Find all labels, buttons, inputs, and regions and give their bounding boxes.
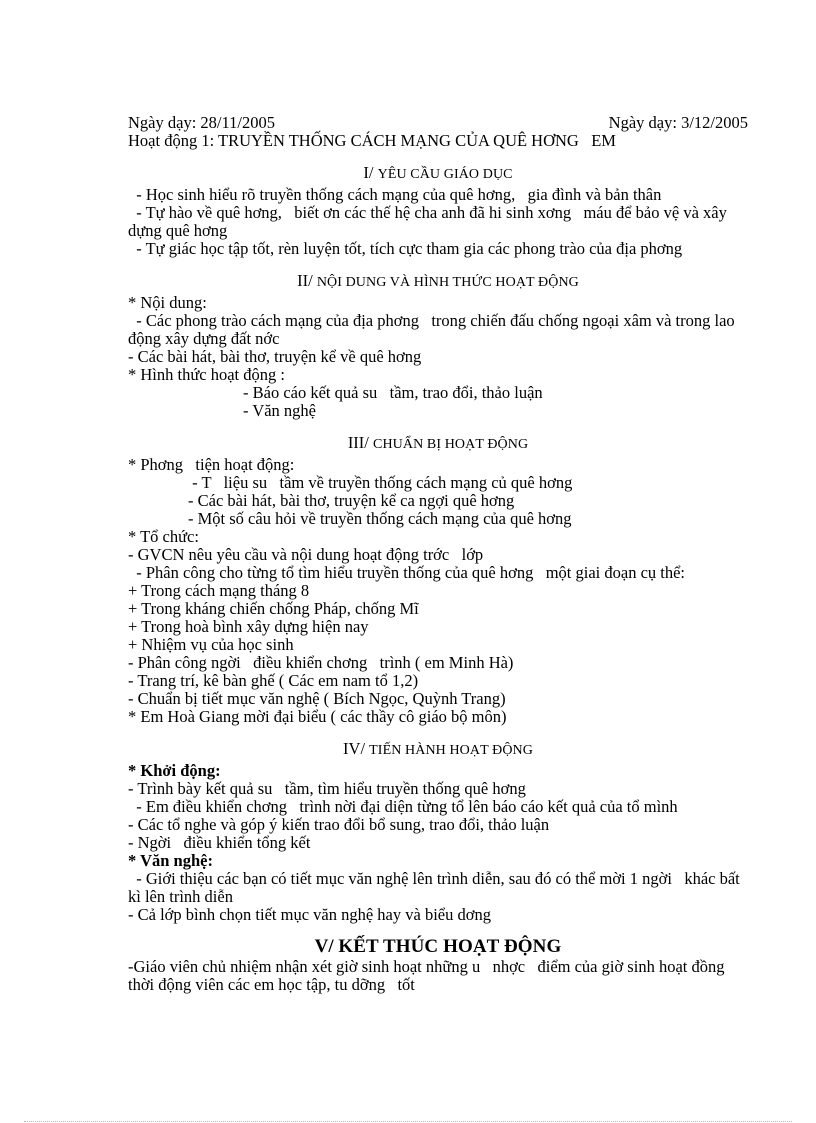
body-line: + Trong hoà bình xây dựng hiện nay bbox=[128, 617, 369, 636]
body-line: * Hình thức hoạt động : bbox=[128, 365, 285, 384]
body-line: + Nhiệm vụ của học sinh bbox=[128, 635, 294, 654]
body-line: - Chuẩn bị tiết mục văn nghệ ( Bích Ngọc, Quỳnh Trang) bbox=[128, 689, 506, 708]
body-line: - Phân công cho từng tổ tìm hiểu truyền thống của quê hơng một giai đoạn cụ thể: bbox=[128, 563, 686, 582]
body-line: - Một số câu hỏi về truyền thống cách mạng của quê hơng bbox=[188, 509, 572, 528]
section-heading bbox=[128, 434, 748, 454]
body-line: - Trang trí, kê bàn ghế ( Các em nam tổ 1,2) bbox=[128, 671, 419, 690]
body-line: - Tự hào về quê hơng, biết ơn các thế hệ cha anh đã hi sinh xơng máu để bảo vệ và xây dựng quê hơng bbox=[128, 203, 731, 240]
body-line: - Các tổ nghe và góp ý kiến trao đổi bổ sung, trao đổi, thảo luận bbox=[128, 815, 550, 834]
body-line: - Học sinh hiểu rõ truyền thống cách mạng của quê hơng, gia đình và bản thân bbox=[128, 185, 662, 204]
section-number: III/ bbox=[347, 433, 374, 452]
body-line: -Giáo viên chủ nhiệm nhận xét giờ sinh hoạt những u nhợc điểm của giờ sinh hoạt đồng thời động viên các em học tập, tu dỡng tốt bbox=[128, 957, 729, 994]
body-line: - Các bài hát, bài thơ, truyện kể về quê hơng bbox=[128, 347, 422, 366]
body-line: * Phơng tiện hoạt động: bbox=[128, 455, 295, 474]
section-number: II/ bbox=[297, 271, 317, 290]
body-line: - Giới thiệu các bạn có tiết mục văn nghệ lên trình diễn, sau đó có thể mời 1 ngời khác bất kì lên trình diễn bbox=[128, 869, 744, 906]
body-line: * Em Hoà Giang mời đại biểu ( các thầy cô giáo bộ môn) bbox=[128, 707, 507, 726]
section-title: YÊU CẦU GIÁO DỤC bbox=[377, 167, 513, 182]
section-title: TIẾN HÀNH HOẠT ĐỘNG bbox=[369, 743, 533, 758]
document-page bbox=[128, 114, 748, 994]
body-line: - Cả lớp bình chọn tiết mục văn nghệ hay và biểu dơng bbox=[128, 905, 491, 924]
section-heading bbox=[128, 740, 748, 760]
section-number: I/ bbox=[363, 163, 378, 182]
date-row bbox=[128, 114, 748, 132]
body-line: * Khởi động: bbox=[128, 761, 221, 780]
section-heading bbox=[128, 164, 748, 184]
date-left: Ngày dạy: 28/11/2005 bbox=[128, 113, 275, 132]
activity-title: Hoạt động 1: TRUYỀN THỐNG CÁCH MẠNG CỦA QUÊ HƠNG EM bbox=[128, 131, 616, 150]
body-line: - Trình bày kết quả su tầm, tìm hiểu truyền thống quê hơng bbox=[128, 779, 526, 798]
page-bottom-rule bbox=[24, 1121, 792, 1122]
section-title: NỘI DUNG VÀ HÌNH THỨC HOẠT ĐỘNG bbox=[316, 275, 579, 290]
section-number: V/ bbox=[314, 936, 339, 957]
section-heading bbox=[128, 272, 748, 292]
section-title: CHUẨN BỊ HOẠT ĐỘNG bbox=[373, 437, 529, 452]
section-heading bbox=[128, 938, 748, 956]
date-right: Ngày dạy: 3/12/2005 bbox=[608, 113, 748, 132]
body-line: * Văn nghệ: bbox=[128, 851, 213, 870]
sections-container bbox=[128, 164, 748, 994]
section-title: KẾT THÚC HOẠT ĐỘNG bbox=[338, 936, 562, 957]
body-line: - Văn nghệ bbox=[243, 401, 317, 420]
body-line: - Tự giác học tập tốt, rèn luyện tốt, tích cực tham gia các phong trào của địa phơng bbox=[128, 239, 683, 258]
body-line: - Báo cáo kết quả su tầm, trao đổi, thảo luận bbox=[243, 383, 543, 402]
body-line: - Em điều khiển chơng trình nời đại diện từng tổ lên báo cáo kết quả của tổ mình bbox=[128, 797, 678, 816]
body-line: * Tổ chức: bbox=[128, 527, 199, 546]
body-line: * Nội dung: bbox=[128, 293, 207, 312]
body-line: - T liệu su tầm về truyền thống cách mạng củ quê hơng bbox=[188, 473, 573, 492]
body-line: - Ngời điều khiển tổng kết bbox=[128, 833, 311, 852]
body-line: + Trong kháng chiến chống Pháp, chống Mĩ bbox=[128, 599, 419, 618]
body-line: - Các phong trào cách mạng của địa phơng trong chiến đấu chống ngoại xâm và trong lao động xây dựng đất nớc bbox=[128, 311, 739, 348]
section-number: IV/ bbox=[343, 739, 370, 758]
body-line: - Phân công ngời điều khiển chơng trình ( em Minh Hà) bbox=[128, 653, 514, 672]
body-line: + Trong cách mạng tháng 8 bbox=[128, 581, 310, 600]
body-line: - Các bài hát, bài thơ, truyện kể ca ngợi quê hơng bbox=[188, 491, 515, 510]
body-line: - GVCN nêu yêu cầu và nội dung hoạt động trớc lớp bbox=[128, 545, 484, 564]
